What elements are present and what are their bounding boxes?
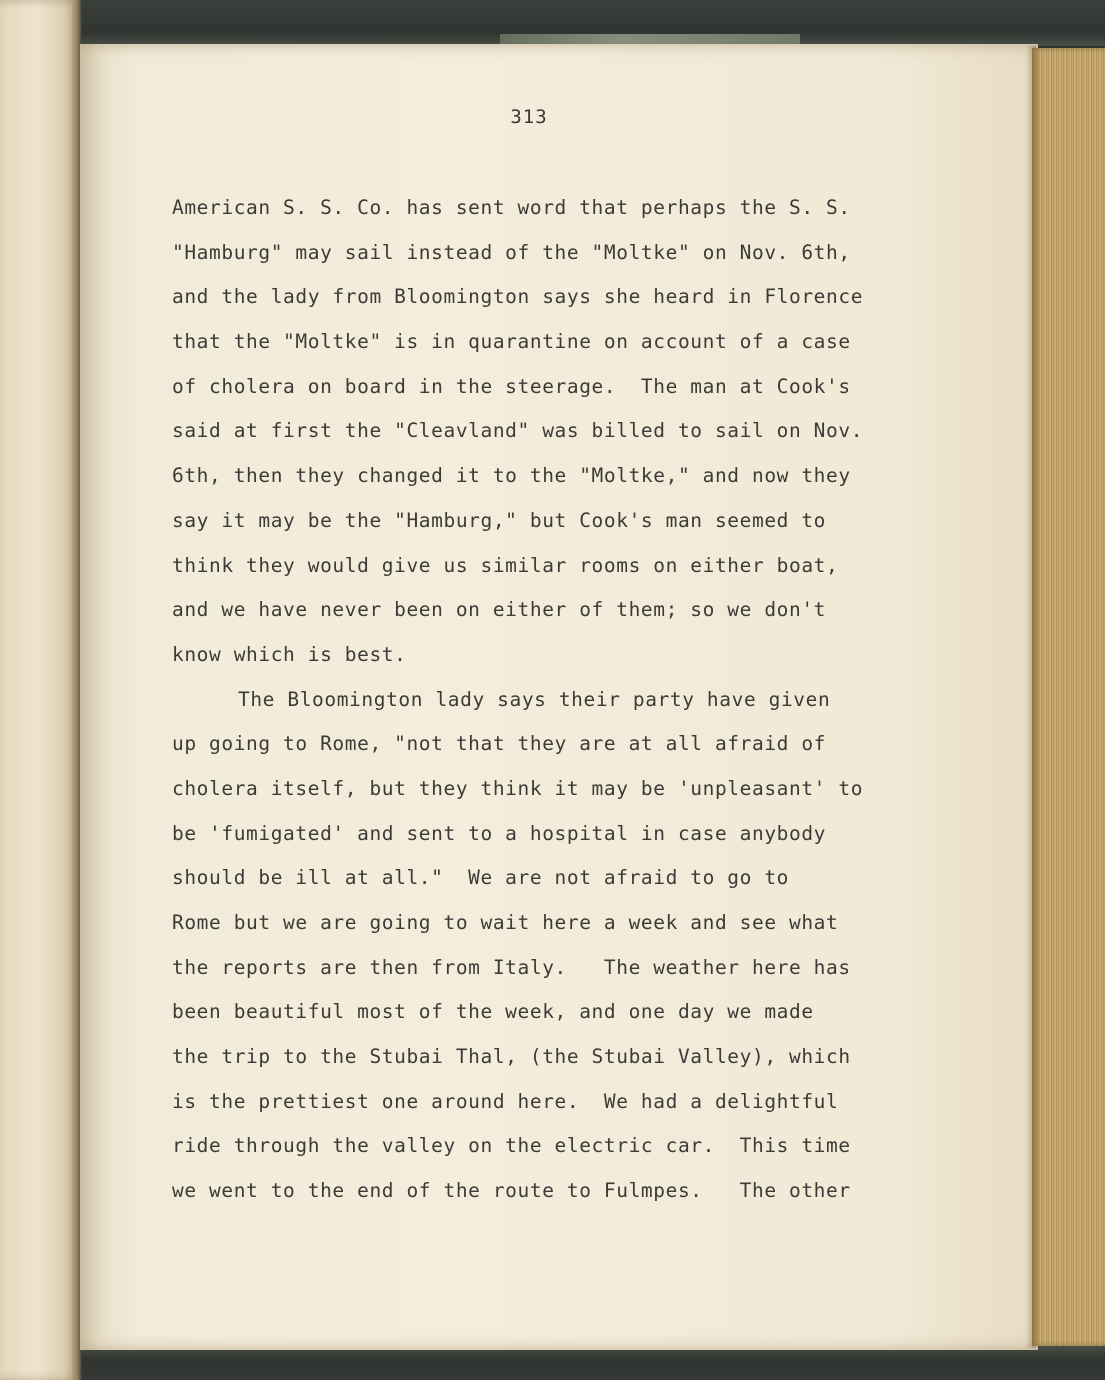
text-line: say it may be the "Hamburg," but Cook's man seemed to: [172, 508, 827, 532]
text-line: think they would give us similar rooms on either boat,: [172, 553, 839, 577]
text-line: up going to Rome, "not that they are at all afraid of: [172, 732, 827, 756]
text-line: know which is best.: [172, 642, 407, 666]
text-line: ride through the valley on the electric car. This time: [172, 1134, 851, 1158]
text-line: the reports are then from Italy. The weather here has: [172, 955, 851, 979]
text-line: be 'fumigated' and sent to a hospital in case anybody: [172, 821, 827, 845]
book-cover-top: [70, 0, 1105, 46]
text-line: the trip to the Stubai Thal, (the Stubai Valley), which: [172, 1045, 851, 1069]
left-page-edge: [0, 0, 80, 1380]
text-line: 6th, then they changed it to the "Moltke," and now they: [172, 464, 851, 488]
text-line: should be ill at all." We are not afraid to go to: [172, 866, 789, 890]
page-stack-edges: [1032, 48, 1105, 1346]
text-line: said at first the "Cleavland" was billed to sail on Nov.: [172, 419, 864, 443]
text-line: is the prettiest one around here. We had a delightful: [172, 1089, 839, 1113]
page-number: 313: [510, 106, 548, 128]
text-line: American S. S. Co. has sent word that perhaps the S. S.: [172, 196, 851, 219]
book-cover-bottom: [70, 1346, 1105, 1380]
text-line: Rome but we are going to wait here a week and see what: [172, 911, 839, 934]
text-line: we went to the end of the route to Fulmpes. The other: [172, 1179, 851, 1203]
text-line: "Hamburg" may sail instead of the "Moltke" on Nov. 6th,: [172, 240, 851, 264]
text-line: and we have never been on either of them; so we don't: [172, 598, 827, 622]
text-line: cholera itself, but they think it may be 'unpleasant' to: [172, 776, 864, 800]
typewritten-text: [172, 190, 942, 1218]
text-line: that the "Moltke" is in quarantine on account of a case: [172, 330, 851, 354]
text-line: of cholera on board in the steerage. The man at Cook's: [172, 374, 851, 398]
text-line: been beautiful most of the week, and one day we made: [172, 1000, 814, 1024]
text-line: and the lady from Bloomington says she heard in Florence: [172, 285, 864, 309]
cover-cloth-band: [500, 34, 800, 44]
paragraph-first-line: The Bloomington lady says their party have given: [238, 687, 831, 711]
